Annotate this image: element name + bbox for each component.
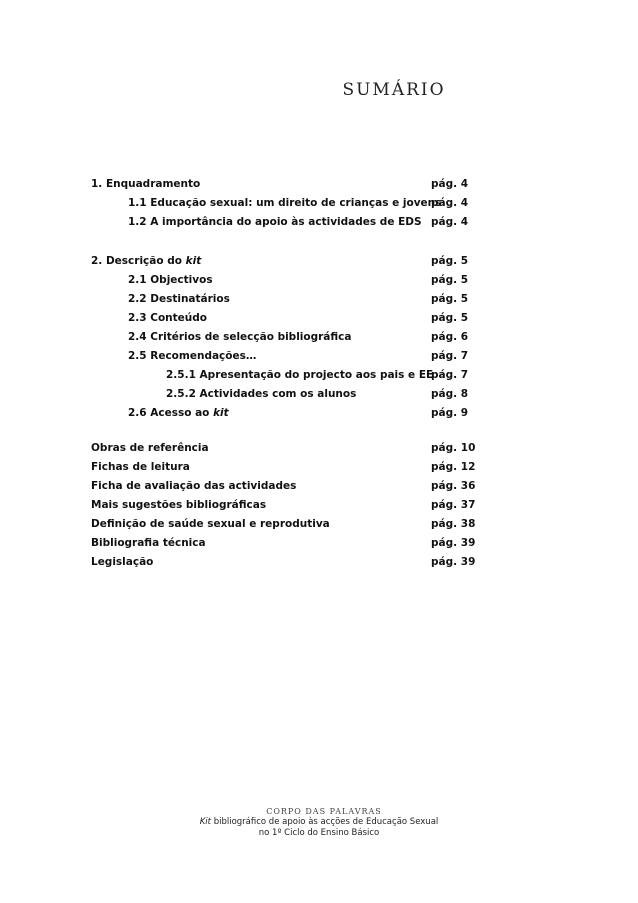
toc-item[interactable] [91,213,541,232]
toc-item[interactable] [91,347,541,366]
footer-brand: CORPO DAS PALAVRAS [266,807,382,816]
toc-label-italic: kit [213,407,229,419]
toc-page: pág. 5 [431,255,469,267]
toc-page: pág. 7 [431,369,469,381]
toc-item[interactable] [91,271,541,290]
toc-label [91,255,201,267]
toc-page: pág. 5 [431,293,469,305]
toc-item[interactable] [91,515,541,534]
toc-item[interactable] [91,290,541,309]
toc-page: pág. 10 [431,442,476,454]
toc-page: pág. 39 [431,556,476,568]
footer-line-1 [0,817,638,828]
toc-page: pág. 4 [431,197,469,209]
toc-label: Ficha de avaliação das actividades [91,480,297,492]
toc-page: pág. 12 [431,461,476,473]
toc-item[interactable] [91,328,541,347]
table-of-contents [91,175,541,572]
page-title: SUMÁRIO [342,80,446,100]
toc-label: Bibliografia técnica [91,537,206,549]
toc-page: pág. 5 [431,274,469,286]
toc-page: pág. 4 [431,178,469,190]
toc-page: pág. 39 [431,537,476,549]
toc-label: 2.5.2 Actividades com os alunos [166,388,357,400]
toc-item[interactable] [91,194,541,213]
toc-item[interactable] [91,458,541,477]
toc-label [91,407,229,419]
toc-item[interactable] [91,404,541,423]
toc-item[interactable] [91,175,541,194]
toc-label: 1. Enquadramento [91,178,201,190]
toc-label: Legislação [91,556,154,568]
footer-line-1-text: bibliográfico de apoio às acções de Educação Sexual [211,817,439,827]
toc-label: 1.1 Educação sexual: um direito de crianças e jovens [128,197,442,209]
toc-label: 2.2 Destinatários [128,293,230,305]
toc-page: pág. 37 [431,499,476,511]
toc-page: pág. 36 [431,480,476,492]
footer-line-2: no 1º Ciclo do Ensino Básico [258,828,380,838]
toc-label: 1.2 A importância do apoio às actividades de EDS [128,216,422,228]
toc-label: Fichas de leitura [91,461,190,473]
toc-page: pág. 9 [431,407,469,419]
toc-page: pág. 38 [431,518,476,530]
toc-label: Obras de referência [91,442,209,454]
toc-item[interactable] [91,534,541,553]
toc-label: 2.5 Recomendações… [128,350,257,362]
toc-label-italic: kit [185,255,202,267]
toc-page: pág. 7 [431,350,469,362]
toc-item[interactable] [91,553,541,572]
toc-page: pág. 4 [431,216,469,228]
toc-item[interactable] [91,385,541,404]
toc-item[interactable] [91,252,541,271]
toc-label-text: 2. Descrição do [91,255,186,267]
toc-label: Definição de saúde sexual e reprodutiva [91,518,330,530]
toc-label-text: 2.6 Acesso ao [128,407,214,419]
toc-page: pág. 8 [431,388,469,400]
toc-page: pág. 6 [431,331,469,343]
toc-item[interactable] [91,309,541,328]
toc-label: Mais sugestões bibliográficas [91,499,267,511]
toc-page: pág. 5 [431,312,469,324]
toc-label: 2.3 Conteúdo [128,312,207,324]
toc-item[interactable] [91,477,541,496]
toc-label: 2.1 Objectivos [128,274,213,286]
footer-kit-italic: Kit [199,817,211,827]
toc-item[interactable] [91,439,541,458]
toc-item[interactable] [91,496,541,515]
toc-item[interactable] [91,366,541,385]
toc-label: 2.5.1 Apresentação do projecto aos pais e EE [166,369,434,381]
page-footer [0,806,638,839]
toc-label: 2.4 Critérios de selecção bibliográfica [128,331,352,343]
